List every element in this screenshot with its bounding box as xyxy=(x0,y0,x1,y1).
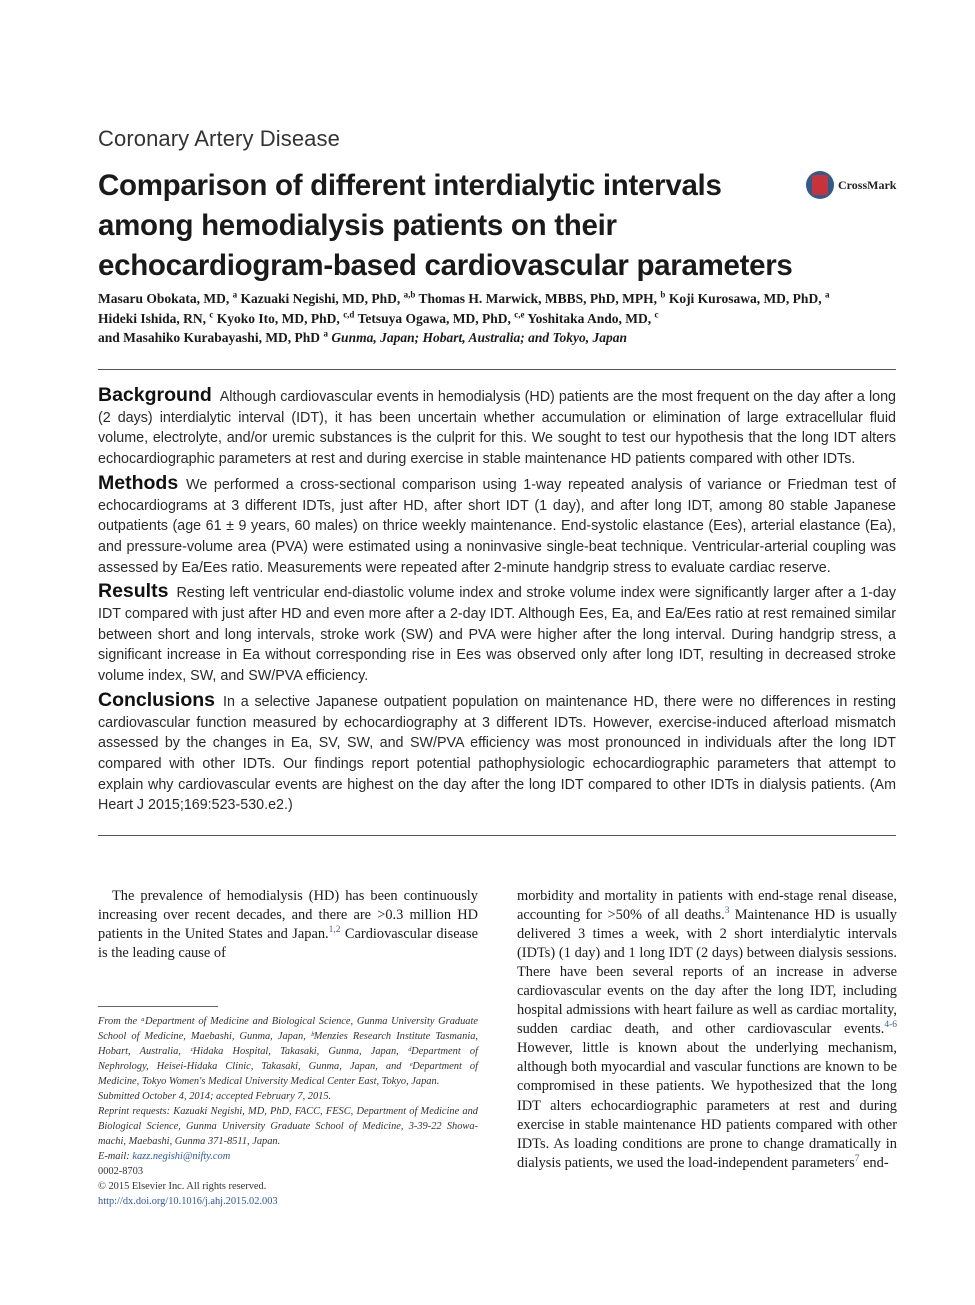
background-text: Although cardiovascular events in hemodialysis (HD) patients are the most frequent on the day after a long (2 days) interdialytic interval (IDT), it has been uncertain whether accumulation or elimination of large extracellular fluid volume, electrolyte, and/or uremic substances is the culprit for this. We sought to test our hypothesis that the long IDT alters echocardiographic parameters at rest and during exercise in stable maintenance HD patients compared with other IDTs. xyxy=(98,389,896,468)
author-affiliation-mark: a,b xyxy=(403,289,416,300)
results-heading: Results xyxy=(98,580,169,603)
body-text: morbidity and mortality in patients with end-stage renal disease, accounting for >50% of all deaths. xyxy=(517,888,897,924)
author-list xyxy=(98,289,898,348)
author-affiliation-mark: c xyxy=(209,309,214,319)
body-text: However, little is known about the underlying mechanism, although both myocardial and vascular functions are known to be compromised in these patients. We hypothesized that the long IDT alters echocardiographic parameters at rest and during exercise in stable maintenance HD patients compared with other IDTs. As loading conditions are prone to change dramatically in dialysis patients, we used the load-independent parameters xyxy=(517,1040,897,1171)
author-name: Kyoko Ito, MD, PhD, xyxy=(216,310,340,326)
abstract-bottom-rule xyxy=(98,835,896,836)
abstract xyxy=(98,385,896,819)
crossmark-label: CrossMark xyxy=(838,177,897,192)
author-name: Masahiko Kurabayashi, MD, PhD xyxy=(123,330,321,345)
body-text: Maintenance HD is usually delivered 3 times a week, with 2 short interdialytic intervals (IDTs) (1 day) and 1 long IDT (2 days) between dialysis sessions. There have been several reports of an increase in adverse cardiovascular events on the day after the long IDT, including hospital admissions with heart failure as well as cardiac mortality, sudden cardiac death, and other cardiovascular events. xyxy=(517,907,897,1038)
article-title: Comparison of different interdialytic intervals among hemodialysis patients on their echocardiogram-based cardiovascular parameters xyxy=(98,169,793,282)
intro-paragraph xyxy=(98,887,478,963)
conclusions-heading: Conclusions xyxy=(98,688,216,711)
author-name: Tetsuya Ogawa, MD, PhD, xyxy=(357,310,511,326)
author-affiliation-mark: a xyxy=(824,289,830,300)
background-heading: Background xyxy=(98,384,212,406)
body-text: end- xyxy=(859,1154,889,1171)
abstract-results xyxy=(98,581,896,687)
methods-text: We performed a cross-sectional comparison using 1-way repeated analysis of variance or Friedman test of echocardiograms at 3 different IDTs, just after HD, after short IDT (1 day), and after long IDT, among 80 stable Japanese outpatients (age 61 ± 9 years, 60 males) on thrice weekly maintenance. End-systolic elastance (Ees), arterial elastance (Ea), and pressure-volume area (PVA) were estimated using a noninvasive single-beat technique. Ventricular-arterial coupling was assessed by Ea/Ees ratio. Measurements were repeated after 2-minute handgrip stress to evaluate cardiac reserve. xyxy=(98,476,896,576)
body-text: The prevalence of hemodialysis (HD) has been continuously increasing over recent decades, and there are >0.3 million HD patients in the United States and Japan. xyxy=(98,888,478,943)
email-line xyxy=(98,1149,478,1164)
author-affiliation-mark: a xyxy=(232,289,238,300)
methods-heading: Methods xyxy=(98,471,179,494)
author-affiliation-mark: c,e xyxy=(514,309,525,319)
section-label: Coronary Artery Disease xyxy=(98,126,340,151)
citation-link[interactable]: 7 xyxy=(854,1153,860,1164)
author-name: Masaru Obokata, MD, xyxy=(98,291,230,306)
issn: 0002-8703 xyxy=(98,1166,144,1177)
citation-link[interactable]: 3 xyxy=(724,906,730,917)
body-column-right xyxy=(517,887,897,1173)
author-name: Koji Kurosawa, MD, PhD, xyxy=(668,291,822,306)
citation-link[interactable]: 1,2 xyxy=(328,925,341,936)
email-link[interactable]: kazz.negishi@nifty.com xyxy=(132,1151,231,1162)
body-column-left xyxy=(98,887,478,963)
abstract-methods xyxy=(98,473,896,579)
conclusions-text: In a selective Japanese outpatient population on maintenance HD, there were no differences in resting cardiovascular function measured by echocardiography at 3 different IDTs. However, exercise-induced afterload mismatch assessed by the changes in Ea, SV, SW, and SW/PVA efficiency was most pronounced in individuals after the long IDT compared with other IDTs. Our findings report potential pathophysiologic echocardiographic parameters that attempt to explain why cardiovascular events are highest on the day after the long IDT compared to other IDTs in dialysis patients. (Am Heart J 2015;169:523-530.e2.) xyxy=(98,693,896,814)
abstract-conclusions xyxy=(98,690,896,816)
author-affiliation-mark: c,d xyxy=(343,309,355,319)
author-affiliation-mark: a xyxy=(323,328,328,339)
crossmark-icon xyxy=(806,171,834,199)
author-locations: Gunma, Japan; Hobart, Australia; and Tokyo, Japan xyxy=(331,330,627,345)
author-name: Hideki Ishida, RN, xyxy=(98,310,207,326)
footnote-rule xyxy=(98,1006,218,1007)
results-text: Resting left ventricular end-diastolic volume index and stroke volume index were significantly larger after a 1-day IDT compared with just after HD and even more after a 2-day IDT. Although Ees, Ea, and Ea/Ees ratio at rest remained similar between short and long intervals, stroke work (SW) and PVA were higher after the long interval. During handgrip stress, a significant increase in Ea without corresponding rise in Ees was observed only after long IDT, resulting in decreased stroke volume index, SW, and SW/PVA efficiency. xyxy=(98,585,896,685)
reprint-requests: Reprint requests: Kazuaki Negishi, MD, PhD, FACC, FESC, Department of Medicine and Biological Science, Gunma University Graduate School of Medicine, 3-39-22 Showa-machi, Maebashi, Gunma 371-8511, Japan. xyxy=(98,1106,478,1147)
submission-dates: Submitted October 4, 2014; accepted February 7, 2015. xyxy=(98,1091,332,1102)
intro-paragraph-continued xyxy=(517,887,897,1173)
author-name: and xyxy=(98,330,120,345)
author-name: Thomas H. Marwick, MBBS, PhD, MPH, xyxy=(418,291,658,306)
doi-link[interactable]: http://dx.doi.org/10.1016/j.ahj.2015.02.003 xyxy=(98,1196,278,1207)
email-label: E-mail: xyxy=(98,1151,133,1162)
author-affiliation-mark: c xyxy=(654,309,659,319)
copyright: © 2015 Elsevier Inc. All rights reserved. xyxy=(98,1181,267,1192)
abstract-top-rule xyxy=(98,369,896,370)
author-name: Kazuaki Negishi, MD, PhD, xyxy=(240,291,401,306)
crossmark-badge[interactable] xyxy=(806,167,896,203)
author-name: Yoshitaka Ando, MD, xyxy=(527,310,652,326)
citation-link[interactable]: 4-6 xyxy=(884,1020,897,1031)
author-affiliation-mark: b xyxy=(660,289,666,300)
affiliations-footnote: From the ᵃDepartment of Medicine and Biological Science, Gunma University Graduate School of Medicine, Maebashi, Gunma, Japan, ᵇMenzies Research Institute Tasmania, Hobart, Australia, ᶜHidaka Hospital, Takasaki, Gunma, Japan, ᵈDepartment of Nephrology, Heisei-Hidaka Clinic, Takasaki, Gunma, Japan, and ᵉDepartment of Medicine, Tokyo Women's Medical University Medical Center East, Tokyo, Japan. xyxy=(98,1016,478,1087)
abstract-background xyxy=(98,385,896,470)
body-text: Cardiovascular disease is the leading cause of xyxy=(98,926,478,962)
footnotes xyxy=(98,1014,478,1209)
